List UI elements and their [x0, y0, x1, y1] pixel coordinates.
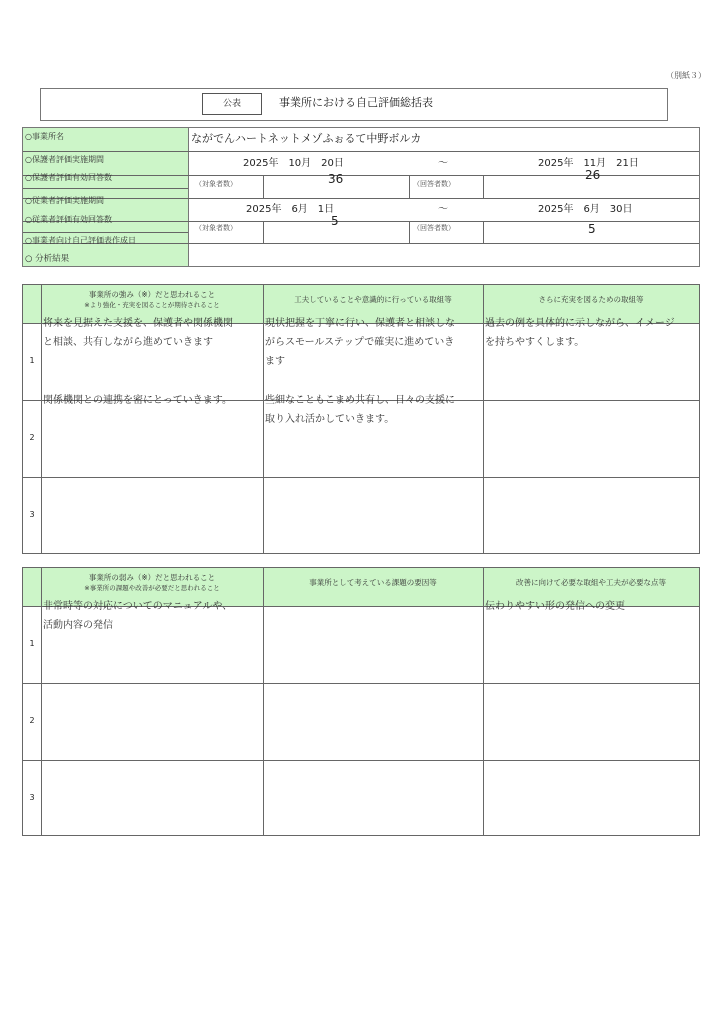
label-created-date: ○事業者向け自己評価表作成日: [25, 236, 136, 245]
cell-text: 将来を見据えた支援を、保護者や関係機関: [43, 318, 233, 329]
column-header: [41, 289, 263, 311]
cell-text: 取り入れ活かしていきます。: [265, 414, 395, 425]
guardian-target-count: 36: [328, 172, 344, 186]
cell-text: 現状把握を丁寧に行い、保護者と相談しな: [265, 318, 455, 329]
cell-text: 活動内容の発信: [43, 620, 113, 631]
staff-period-start: 2025年 6月 1日: [246, 204, 335, 215]
column-header-sub: ※事業所の課題や改善が必要だと思われること: [84, 584, 220, 592]
guardian-target-label: （対象者数）: [195, 180, 237, 188]
row-number: 1: [29, 638, 35, 648]
staff-target-count: 5: [331, 214, 339, 228]
row-number: 2: [29, 715, 35, 725]
column-header: [483, 577, 699, 588]
row-number: 3: [29, 509, 35, 519]
staff-answer-count: 5: [588, 222, 596, 236]
cell-text: 非常時等の対応についてのマニュアルや、: [43, 601, 233, 612]
cell-text: 些細なこともこまめ共有し、日々の支援に: [265, 395, 455, 406]
row-number: 3: [29, 792, 35, 802]
office-name-value: ながでんハートネットメゾふぉるて中野ボルカ: [191, 132, 422, 145]
public-label: 公表: [202, 93, 262, 115]
label-guardian-period: ○保護者評価実施期間: [25, 155, 104, 164]
page-title: 事業所における自己評価総括表: [279, 96, 433, 109]
column-header: [41, 572, 263, 594]
guardian-period-start: 2025年 10月 20日: [243, 158, 344, 169]
info-table: [22, 127, 700, 267]
cell-text: と相談、共有しながら進めていきます: [43, 337, 213, 348]
label-guardian-valid: ○保護者評価有効回答数: [25, 173, 112, 182]
staff-answer-label: （回答者数）: [413, 224, 455, 232]
label-office-name: ○事業所名: [25, 132, 64, 141]
column-header: [263, 294, 483, 305]
column-header-main: 事業所の強み（※）だと思われること: [88, 290, 216, 299]
cell-text: 伝わりやすい形の発信への変更: [485, 601, 625, 612]
label-staff-valid: ○従業者評価有効回答数: [25, 215, 112, 224]
label-analysis: ○ 分析結果: [25, 254, 70, 264]
guardian-answer-count: 26: [585, 168, 601, 182]
row-number: 1: [29, 355, 35, 365]
cell-text: 過去の例を具体的に示しながら、イメージ: [485, 318, 675, 329]
cell-text: を持ちやすくします。: [485, 337, 585, 348]
appendix-label: （別紙３）: [666, 71, 706, 80]
column-header-sub: ※より強化・充実を図ることが期待されること: [84, 301, 220, 309]
row-number: 2: [29, 432, 35, 442]
strengths-table: [22, 284, 700, 554]
weaknesses-table: [22, 567, 700, 836]
column-header-main: 事業所として考えている課題の要因等: [309, 578, 437, 587]
cell-text: ます: [265, 356, 285, 367]
staff-period-tilde: ～: [438, 204, 448, 215]
staff-period-end: 2025年 6月 30日: [538, 204, 633, 215]
column-header-main: 事業所の弱み（※）だと思われること: [88, 573, 216, 582]
column-header: [483, 294, 699, 305]
guardian-answer-label: （回答者数）: [413, 180, 455, 188]
cell-text: がらスモールステップで確実に進めていき: [265, 337, 455, 348]
column-header-main: 改善に向けて必要な取組や工夫が必要な点等: [516, 578, 666, 587]
guardian-period-tilde: ～: [438, 158, 448, 169]
label-staff-period: ○従業者評価実施期間: [25, 196, 104, 205]
column-header-main: さらに充実を図るための取組等: [538, 295, 644, 304]
guardian-period-end: 2025年 11月 21日: [538, 158, 639, 169]
cell-text: 関係機関との連携を密にとっていきます。: [43, 395, 232, 406]
column-header: [263, 577, 483, 588]
staff-target-label: （対象者数）: [195, 224, 237, 232]
column-header-main: 工夫していることや意識的に行っている取組等: [294, 295, 452, 304]
